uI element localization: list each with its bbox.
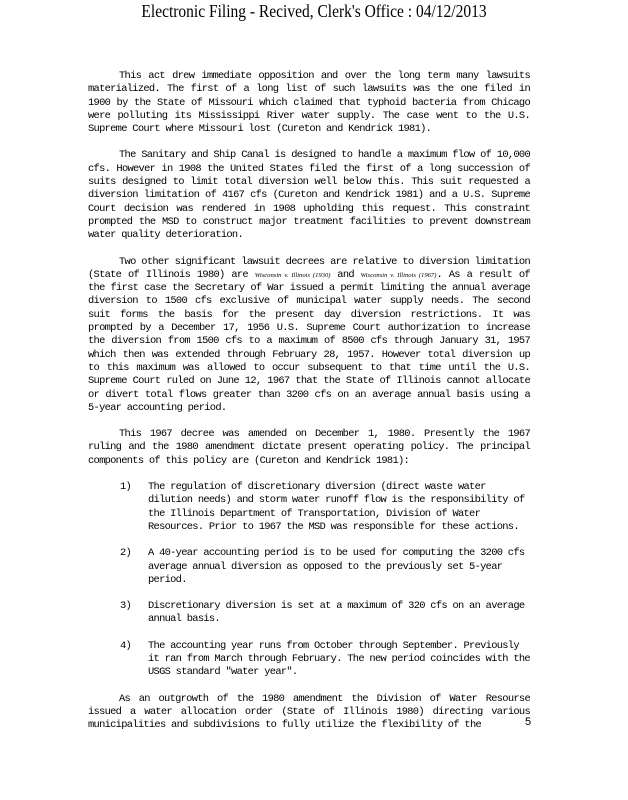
list-item-number: 3): [120, 600, 132, 613]
paragraph-3-text-b: . As a result of the first case the Secretary of War issued a permit limiting the annual average diversion to 1500 cfs exclusive of municipal water supply needs. The second suit forms the basis for the present day diversion restrictions. It was prompted by a December 17, 1956 U.S. Supreme Court authorization to increase the diversion from 1500 cfs to a maximum of 8500 cfs through January 31, 1957 which then was extended through February 28, 1957. However total diversion up to this maximum was allowed to occur subsequent to that time until the U.S. Supreme Court ruled on June 12, 1967 that the State of Illinois cannot allocate or divert total flows greater than 3200 cfs on an average annual basis using a 5-year accounting period.: [88, 268, 530, 414]
list-item: [120, 547, 530, 587]
paragraph-3-and: and: [337, 268, 354, 281]
list-item-number: 1): [120, 481, 132, 494]
paragraph-5: As an outgrowth of the 1980 amendment the Division of Water Resourse issued a water allocation order (State of Illinois 1980) directing various municipalities and subdivisions to fully utilize the flexibility of the: [88, 692, 530, 732]
page-number: 5: [525, 716, 532, 728]
list-item-text: The regulation of discretionary diversion (direct waste water dilution needs) and storm water runoff flow is the responsibility of the Illinois Department of Transportation, Division of Water Resources. Prior to 1967 the MSD was responsible for these actions.: [148, 481, 525, 533]
list-item-number: 2): [120, 547, 132, 560]
policy-components-list: [88, 481, 530, 680]
paragraph-2: The Sanitary and Ship Canal is designed to handle a maximum flow of 10,000 cfs. However in 1908 the United States filed the first of a long succession of suits designed to limit total diversion well below this. This suit requested a diversion limitation of 4167 cfs (Cureton and Kendrick 1981) and a U.S. Supreme Court decision was rendered in 1908 upholding this request. This constraint prompted the MSD to construct major treatment facilities to prevent downstream water quality deterioration.: [88, 149, 530, 242]
document-body: [88, 70, 530, 745]
list-item-text: Discretionary diversion is set at a maximum of 320 cfs on an average annual basis.: [148, 600, 525, 626]
list-item: [120, 481, 530, 534]
case-citation-1967: Wisconsin v. Illinois (1967): [360, 271, 437, 279]
paragraph-1: This act drew immediate opposition and over the long term many lawsuits materialized. The first of a long list of such lawsuits was the one filed in 1900 by the State of Missouri which claimed that typhoid bacteria from Chicago were polluting its Mississippi River water supply. The case went to the U.S. Supreme Court where Missouri lost (Cureton and Kendrick 1981).: [88, 70, 530, 136]
filing-header: Electronic Filing - Recived, Clerk's Office : 04/12/2013: [141, 2, 487, 22]
paragraph-3-text-a: Two other significant lawsuit decrees are relative to diversion limitation (State of Illinois 1980) are: [88, 255, 530, 281]
case-citation-1930: Wisconsin v. Illinois (1930): [254, 271, 331, 279]
list-item-text: A 40-year accounting period is to be used for computing the 3200 cfs average annual diversion as opposed to the previously set 5-year period.: [148, 547, 525, 586]
list-item: [120, 640, 530, 680]
list-item-number: 4): [120, 639, 132, 652]
list-item-text: The accounting year runs from October through September. Previously it ran from March through February. The new period coincides with the USGS standard "water year".: [148, 639, 530, 679]
paragraph-4: This 1967 decree was amended on December 1, 1980. Presently the 1967 ruling and the 1980 amendment dictate present operating policy. The principal components of this policy are (Cureton and Kendrick 1981):: [88, 428, 530, 467]
list-item: [120, 600, 530, 627]
paragraph-3: [88, 256, 530, 416]
